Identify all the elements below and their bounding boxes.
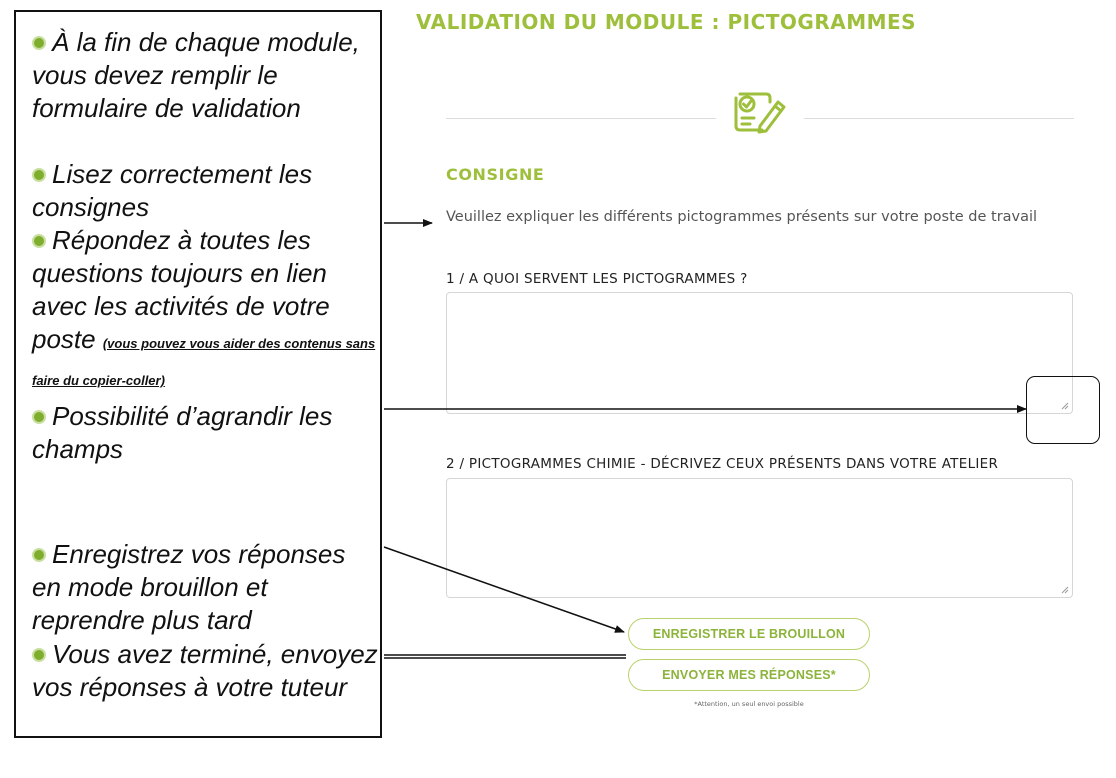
instruction-text: Enregistrez vos réponses en mode brouillon et reprendre plus tard — [32, 539, 346, 635]
instruction-text: Lisez correctement les consignes — [32, 159, 313, 222]
save-draft-button[interactable]: ENREGISTRER LE BROUILLON — [628, 618, 870, 650]
consigne-text: Veuillez expliquer les différents pictogrammes présents sur votre poste de travail — [446, 209, 1038, 225]
instruction-text: Possibilité d’agrandir les champs — [32, 401, 333, 464]
send-footnote: *Attention, un seul envoi possible — [694, 700, 804, 708]
send-answers-button[interactable]: ENVOYER MES RÉPONSES* — [628, 659, 870, 691]
instruction-note: (vous pouvez vous aider des contenus sans faire du copier-coller) — [32, 336, 376, 388]
consigne-heading: CONSIGNE — [446, 165, 545, 184]
arrow-to-save-draft — [384, 547, 624, 632]
instruction-text: Vous avez terminé, envoyez vos réponses à votre tuteur — [32, 639, 378, 702]
instruction-text: À la fin de chaque module, vous devez remplir le formulaire de validation — [32, 27, 360, 123]
question-2-label: 2 / PICTOGRAMMES CHIMIE - DÉCRIVEZ CEUX PRÉSENTS DANS VOTRE ATELIER — [446, 456, 999, 472]
question-1-label: 1 / A QUOI SERVENT LES PICTOGRAMMES ? — [446, 271, 748, 287]
module-title: VALIDATION DU MODULE : PICTOGRAMMES — [416, 10, 917, 34]
instruction-text: Répondez à toutes les questions toujours en lien avec les activités de votre poste — [32, 225, 330, 354]
